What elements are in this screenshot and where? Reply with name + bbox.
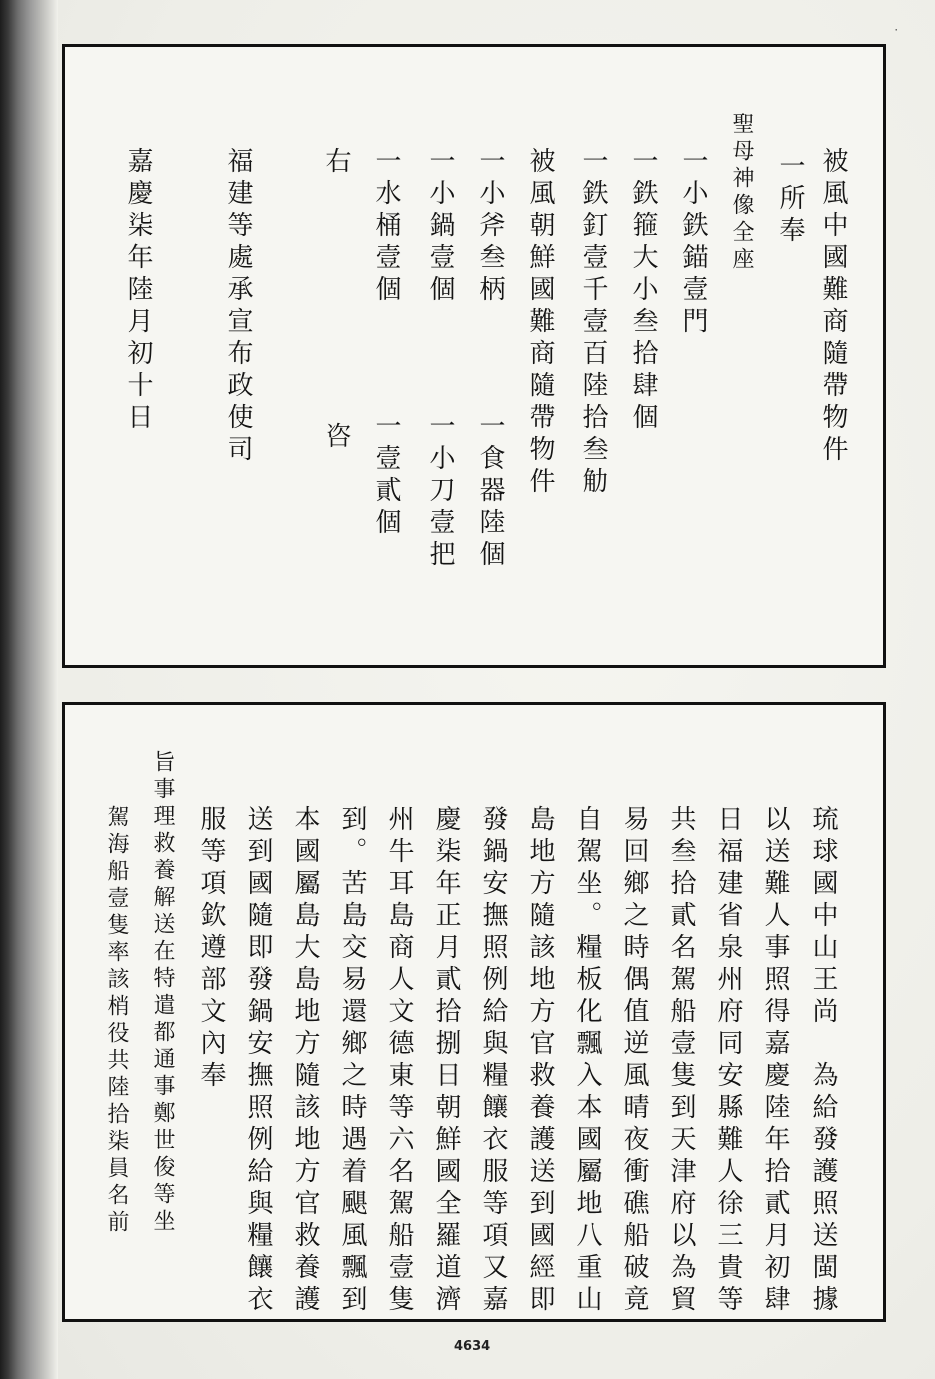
bottom-column-4: 共叁拾貳名駕船壹隻到天津府以為貿	[666, 805, 696, 1317]
top-column-2: 一所奉	[775, 152, 805, 248]
top-column-7: 被風朝鮮國難商隨帶物件	[525, 147, 555, 499]
bottom-column-3: 日福建省泉州府同安縣難人徐三貴等	[713, 805, 743, 1317]
top-column-3: 聖母神像全座	[729, 112, 754, 274]
bottom-column-7: 島地方隨該地方官救養護送到國經即	[525, 805, 555, 1317]
bottom-column-12: 本國屬島大島地方隨該地方官救養護	[290, 805, 320, 1317]
top-column-9: 一小鍋壹個	[425, 147, 455, 307]
bottom-column-2: 以送難人事照得嘉慶陸年拾貳月初肆	[760, 805, 790, 1317]
bottom-column-9: 慶柒年正月貳拾捌日朝鮮國全羅道濟	[431, 805, 461, 1317]
book-gutter-shadow	[0, 0, 58, 1379]
bottom-document-frame	[62, 702, 886, 1322]
bottom-column-6: 自駕坐。糧板化飄入本國屬地八重山	[572, 805, 602, 1317]
bottom-column-10: 州牛耳島商人文德東等六名駕船壹隻	[384, 805, 414, 1317]
bottom-column-5: 易回鄉之時偶值逆風晴夜衝礁船破竟	[619, 805, 649, 1317]
top-column-4: 一小鉄錨壹門	[678, 147, 708, 339]
bottom-column-15: 旨事理救養解送在特遣都通事鄭世俊等坐	[150, 750, 175, 1236]
page-number: 4634	[454, 1339, 491, 1354]
top-column-10: 一水桶壹個	[371, 147, 401, 307]
bottom-column-1: 琉球國中山王尚 為給發護照送閩據	[808, 805, 838, 1317]
top-column-13: 嘉慶柒年陸月初十日	[123, 147, 153, 435]
top-column-5: 一鉄箍大小叁拾肆個	[628, 147, 658, 435]
bottom-column-13: 送到國隨即發鍋安撫照例給與糧饟衣	[243, 805, 273, 1317]
top-lower-item-1: 一食器陸個	[475, 412, 505, 572]
top-column-6: 一鉄釘壹千壹百陸拾叁觔	[578, 147, 608, 499]
top-column-8: 一小斧叁柄	[475, 147, 505, 307]
top-lower-item-3: 一壹貳個	[371, 412, 401, 540]
bottom-column-11: 到。苦島交易還鄉之時遇着颶風飄到	[337, 805, 367, 1317]
bottom-column-8: 發鍋安撫照例給與糧饟衣服等項又嘉	[478, 805, 508, 1317]
top-column-12: 福建等處承宣布政使司	[223, 147, 253, 467]
bottom-column-16: 駕海船壹隻率該梢役共陸拾柒員名前	[104, 805, 129, 1237]
top-column-1: 被風中國難商隨帶物件	[818, 147, 848, 467]
top-zi-character: 咨	[321, 422, 351, 454]
corner-mark: ٠	[893, 22, 900, 36]
top-lower-item-2: 一小刀壹把	[425, 412, 455, 572]
top-column-11: 右	[321, 147, 351, 179]
bottom-column-14: 服等項欽遵部文內奉	[196, 805, 226, 1093]
top-document-frame	[62, 44, 886, 668]
